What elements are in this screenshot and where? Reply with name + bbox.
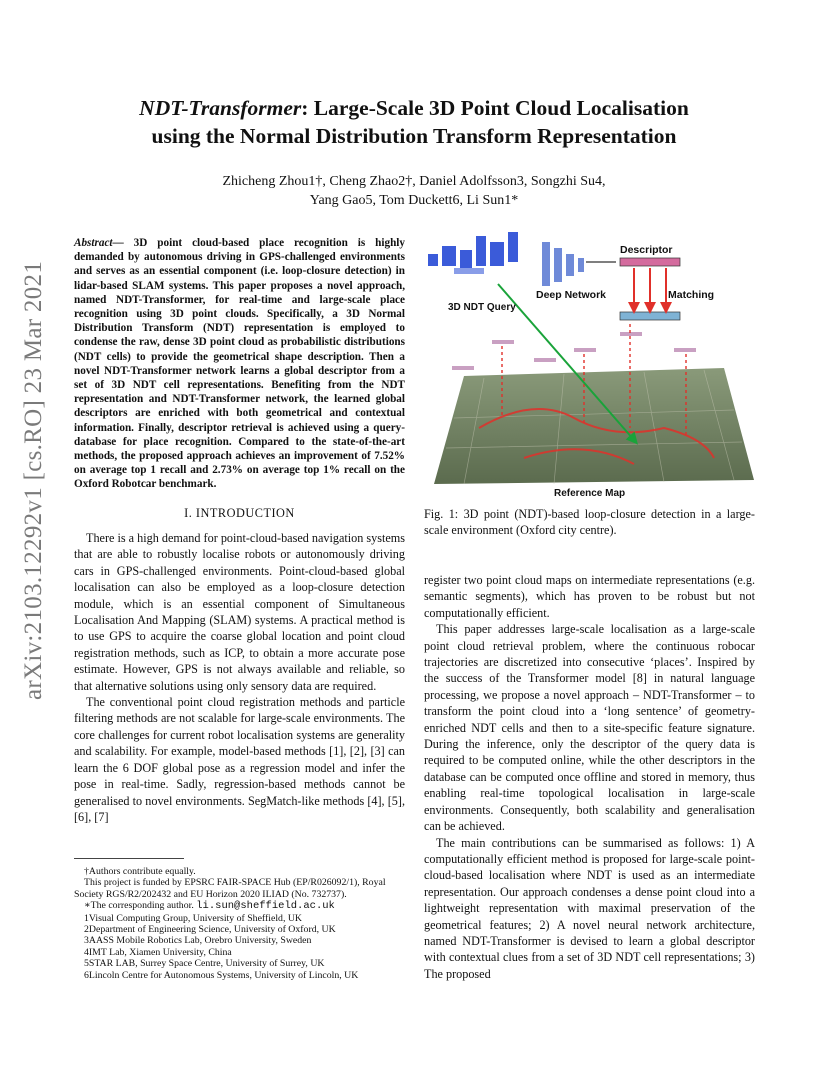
footnote: This project is funded by EPSRC FAIR-SPACE Hub (EP/R026092/1), Royal Society RGS/R2/202432 and EU Horizon 2020 ILIAD (No. 732737). [74,877,386,900]
abstract-label: Abstract [74,237,113,249]
label-query: 3D NDT Query [448,302,516,313]
abstract [74,236,405,492]
authors-line1: Zhicheng Zhou1†, Cheng Zhao2†, Daniel Adolfsson3, Songzhi Su4, [222,174,606,189]
paragraph: This paper addresses large-scale localisation as a large-scale point cloud retrieval problem, where the continuous robocar trajectories are discretized into consecutive ‘places’. Inspired by the success of the Transformer model [8] in natural language processing, we propose a novel approach – NDT-Transformer – to transform the point cloud into a ‘long sentence’ of geometry-enriched NDT cells and then to a site-specific feature signature. During the inference, only the descriptor of the query data is required to be computed online, while the other descriptors in the database can be computed once offline and stored in memory, thus enabling real-time topological localisation in large-scale environments. Consequently, both scalability and generalisation can be achieved. [424,622,755,834]
email-link[interactable]: li.sun@sheffield.ac.uk [196,900,335,913]
paragraph: The conventional point cloud registration methods and particle filtering methods are not scalable for large-scale environments. The core challenges for current robot localisation systems are generality and scalability. For example, model-based methods [1], [2], [3] can learn the 6 DOF global pose as a regression model and infer the pose in real-time. Sadly, regression-based methods cannot be generalised to novel environments. SegMatch-like methods [4], [5], [6], [7] [74,695,405,824]
label-matching: Matching [668,289,715,301]
footnote: 2Department of Engineering Science, University of Oxford, UK [84,924,336,936]
arxiv-stamp: arXiv:2103.12292v1 [cs.RO] 23 Mar 2021 [20,260,47,700]
descriptor-bar [620,312,680,320]
descriptor-bar [620,258,680,266]
footnote: 5STAR LAB, Surrey Space Centre, University of Surrey, UK [84,958,325,970]
footnote-corresponding: ∗The corresponding author. li.sun@sheffield.ac.uk [84,900,335,913]
footnote: 4IMT Lab, Xiamen University, China [84,946,232,958]
left-column-body [74,530,405,825]
paragraph: There is a high demand for point-cloud-based navigation systems that are able to robustly localise robots or autonomously driving cars in GPS-challenged environments. Point-cloud-based global localisation can also be employed as a loop-closure detection module, which is an essential component of Simultaneous Localisation And Mapping (SLAM) systems. A practical method is to use GPS to acquire the coarse global location and point cloud registration methods, such as ICP, to obtain a more accurate pose estimate. However, GPS is not always available and reliable, so that alternative solutions using only sensory data are required. [74,531,405,693]
right-column-body [424,572,755,982]
paper-title [60,94,768,150]
query-cloud [428,232,518,274]
author-list [100,172,728,210]
authors-line2: Yang Gao5, Tom Duckett6, Li Sun1* [309,193,519,208]
title-line1: : Large-Scale 3D Point Cloud Localisation [301,96,689,120]
footnote: 3AASS Mobile Robotics Lab, Orebro University, Sweden [84,935,312,947]
figure-graphic [424,228,754,500]
paragraph: The main contributions can be summarised as follows: 1) A computationally efficient method is proposed for large-scale point-cloud-based localisation where NDT is used as an intermediate representation. Our approach condenses a dense point cloud into a lightweight representation with maximal preservation of the geometrical features; 2) A novel neural network architecture, named NDT-Transformer is devised to learn a global descriptor with contextual clues from a set of 3D NDT cell representations; 3) The proposed [424,835,755,981]
deep-network [542,242,584,286]
abstract-text: — 3D point cloud-based place recognition is highly demanded by autonomous driving in GPS-challenged environments and serves as an essential component (i.e. loop-closure detection) in lidar-based SLAM systems. This paper proposes a novel approach, named NDT-Transformer, for real-time and large-scale place recognition using 3D point clouds. Specifically, a 3D Normal Distribution Transform (NDT) representation is employed to condense the raw, dense 3D point cloud as probabilistic distributions (NDT cells) to provide the geometrical shape description. Then a novel NDT-Transformer network learns a global descriptor from a set of 3D NDT cell representations. Benefiting from the NDT representation and NDT-Transformer network, the learned global descriptors are enriched with both geometrical and contextual information. Finally, descriptor retrieval is achieved using a query-database for place recognition. Compared to the state-of-the-art methods, the proposed approach achieves an improvement of 7.52% on average top 1 recall and 2.73% on average top 1% recall on the Oxford Robotcar benchmark. [74,237,405,491]
footnote: †Authors contribute equally. [84,866,196,877]
footnote: 1Visual Computing Group, University of Sheffield, UK [84,912,303,924]
figure-1 [424,228,754,500]
footnote: 6Lincoln Centre for Autonomous Systems, University of Lincoln, UK [84,969,359,981]
section-heading: I. INTRODUCTION [184,506,295,520]
label-reference: Reference Map [554,488,626,499]
footnote-rule [74,858,184,859]
footnotes [74,866,405,981]
title-line2: using the Normal Distribution Transform Representation [151,124,677,148]
label-deep-network: Deep Network [536,289,607,301]
label-descriptor: Descriptor [620,244,673,256]
figure-caption: Fig. 1: 3D point (NDT)-based loop-closure detection in a large-scale environment (Oxford city centre). [424,507,755,538]
paragraph: register two point cloud maps on intermediate representations (e.g. semantic segments), which has proven to be robust but not computationally efficient. [424,573,755,620]
title-emphasis: NDT-Transformer [139,96,302,120]
